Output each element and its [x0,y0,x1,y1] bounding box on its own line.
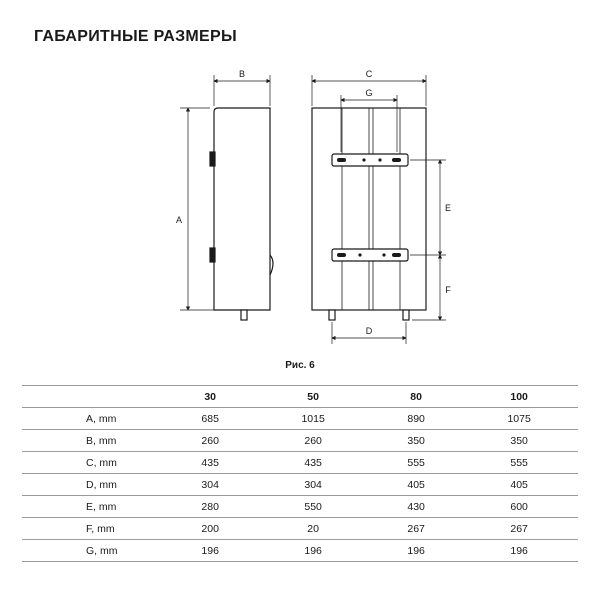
dim-label-e: E [444,203,452,213]
wall-bracket-bottom [210,248,215,262]
row-label: F, mm [22,518,166,540]
dim-label-g: G [365,88,373,98]
table-cell: 405 [460,474,578,496]
table-cell: 200 [166,518,254,540]
table-header-cell: 80 [372,386,460,408]
row-label: A, mm [22,408,166,430]
table-cell: 550 [254,496,372,518]
table-row [22,474,578,496]
table-cell: 600 [460,496,578,518]
table-cell: 260 [166,430,254,452]
side-view [210,108,273,320]
table-cell: 555 [460,452,578,474]
table-cell: 196 [166,540,254,562]
table-cell: 267 [460,518,578,540]
dimensions-table [22,385,578,562]
row-label: C, mm [22,452,166,474]
heater-side-body [214,108,270,310]
table-cell: 685 [166,408,254,430]
table-cell: 196 [460,540,578,562]
dim-label-b: B [238,69,246,79]
dim-label-c: C [365,69,373,79]
table-cell: 1015 [254,408,372,430]
table-row [22,408,578,430]
table-cell: 260 [254,430,372,452]
table-row [22,540,578,562]
table-cell: 280 [166,496,254,518]
row-label: E, mm [22,496,166,518]
row-label: G, mm [22,540,166,562]
table-cell: 350 [460,430,578,452]
table-cell: 435 [254,452,372,474]
table-cell: 196 [254,540,372,562]
front-pipe-right [403,310,409,320]
table-cell: 405 [372,474,460,496]
table-cell: 304 [166,474,254,496]
table-cell: 430 [372,496,460,518]
table-cell: 304 [254,474,372,496]
figure-caption: Рис. 6 [285,360,315,371]
dim-label-a: A [175,215,183,225]
front-view [312,108,426,320]
front-pipe-left [329,310,335,320]
dim-label-d: D [365,326,373,336]
wall-bracket-top [210,152,215,166]
table-header-row [22,386,578,408]
table-header-cell: 30 [166,386,254,408]
row-label: D, mm [22,474,166,496]
table-header-cell: 100 [460,386,578,408]
table-row [22,518,578,540]
table-cell: 435 [166,452,254,474]
dim-label-f: F [445,285,451,295]
table-cell: 20 [254,518,372,540]
table-row [22,452,578,474]
table-cell: 1075 [460,408,578,430]
table-cell: 196 [372,540,460,562]
table-cell: 555 [372,452,460,474]
row-label: B, mm [22,430,166,452]
table-header-cell [22,386,166,408]
table-header-cell: 50 [254,386,372,408]
page-title: ГАБАРИТНЫЕ РАЗМЕРЫ [34,28,237,45]
table-row [22,496,578,518]
table-cell: 350 [372,430,460,452]
table-cell: 890 [372,408,460,430]
side-pipe [241,310,247,320]
table-cell: 267 [372,518,460,540]
table-row [22,430,578,452]
